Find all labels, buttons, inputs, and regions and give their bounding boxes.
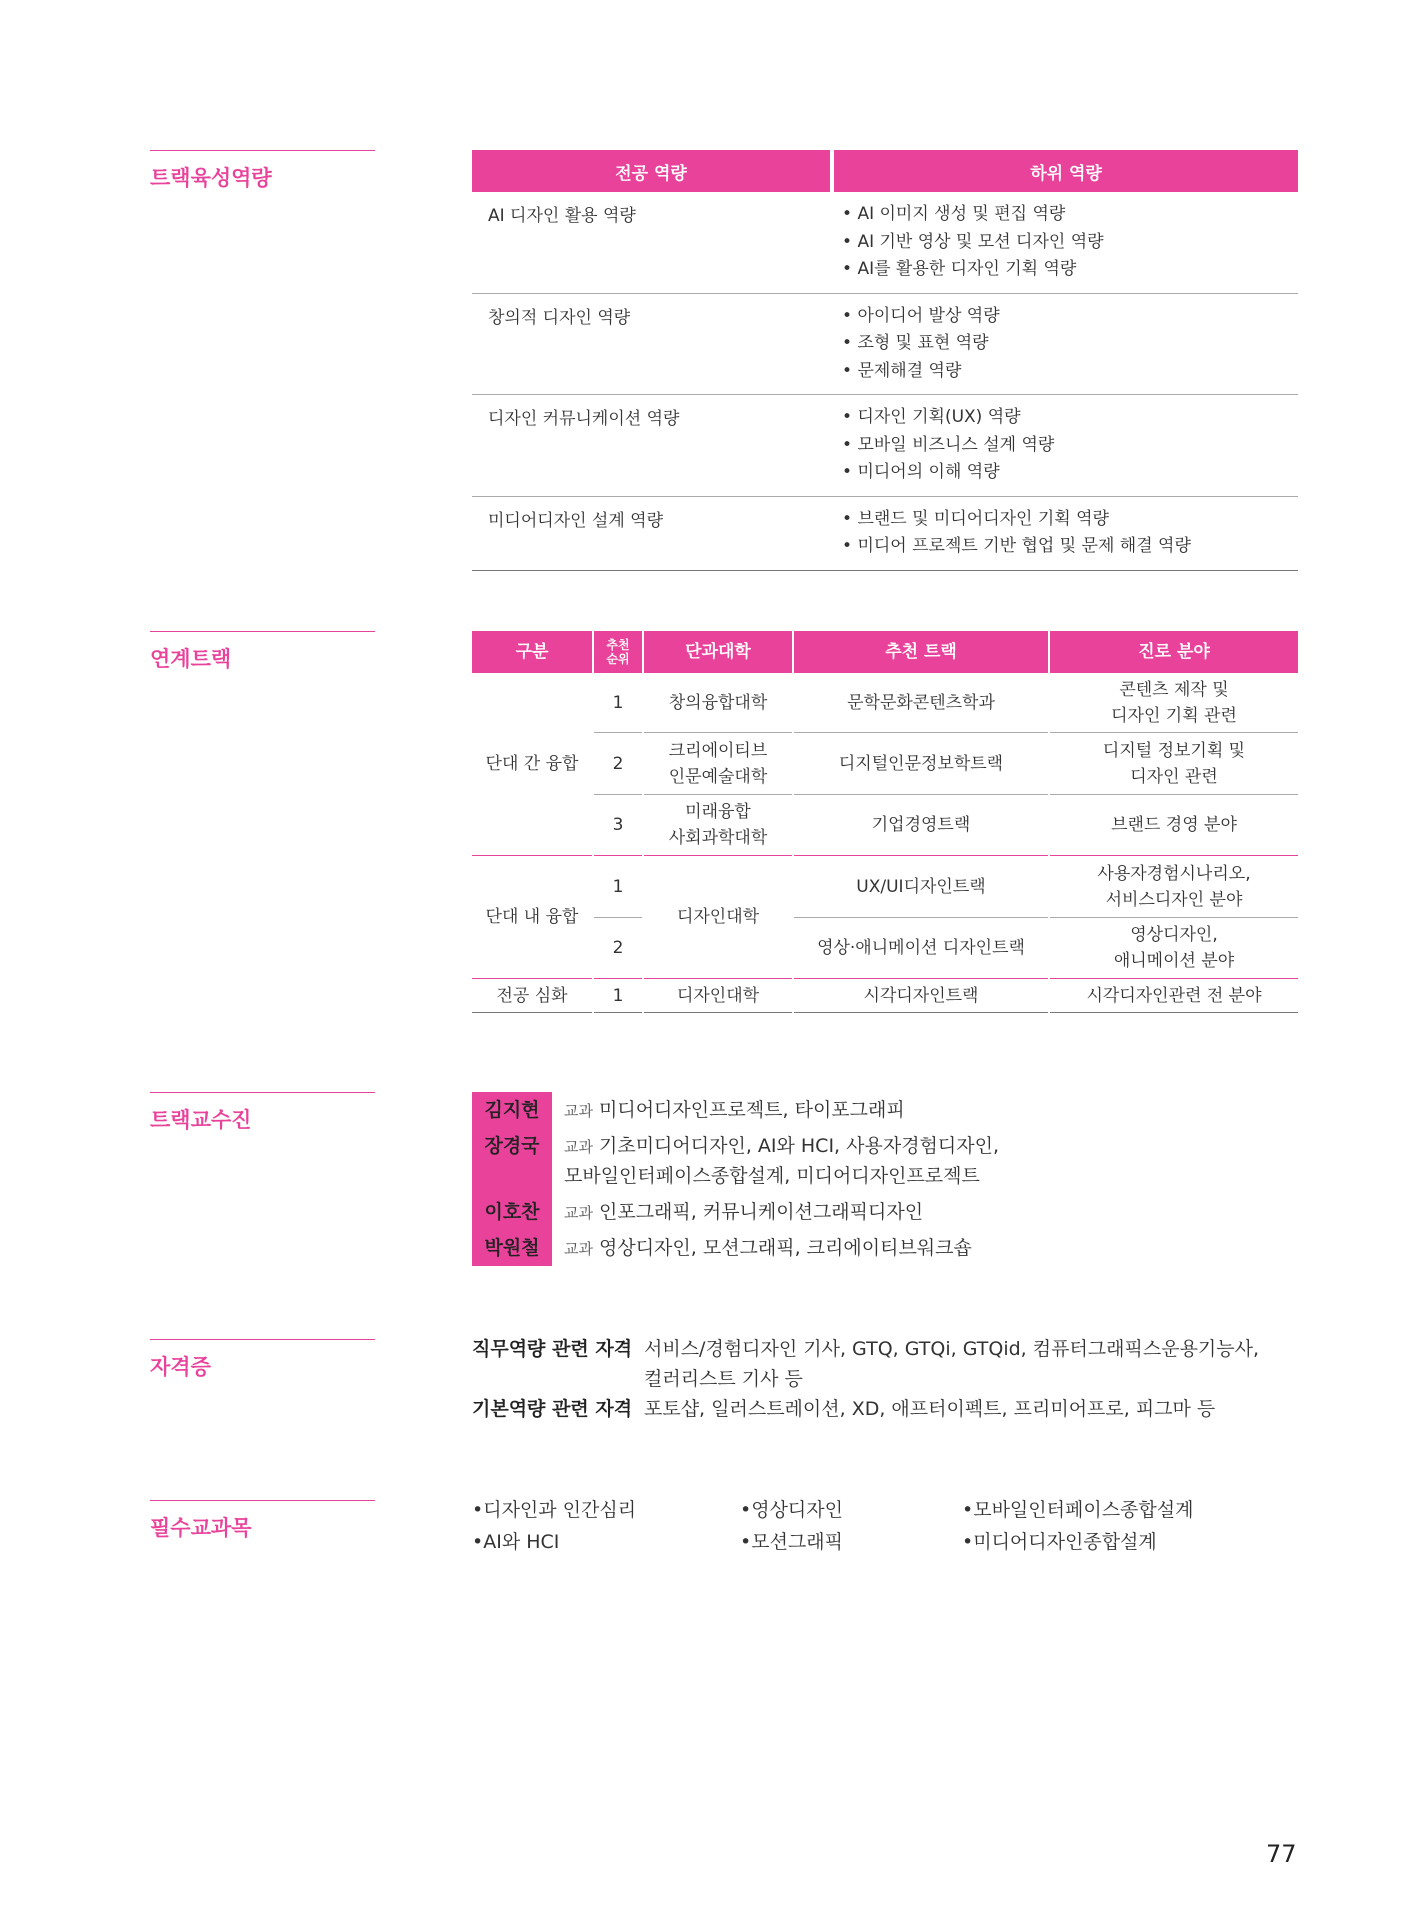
career-cell: 시각디자인관련 전 분야 [1050,979,1298,1013]
section-label-required-courses: 필수교과목 [150,1500,375,1541]
major-competency: 미디어디자인 설계 역량 [488,510,664,531]
table-row [472,497,1298,571]
course-line: 영상디자인, 모션그래픽, 크리에이티브워크숍 [598,1237,972,1259]
career-cell: 브랜드 경영 분야 [1050,795,1298,856]
table-row [472,395,1298,497]
list-item: • 미디어디자인종합설계 [962,1526,1193,1558]
header-category: 구분 [472,631,592,673]
competency-table [472,150,1298,571]
major-competency: 창의적 디자인 역량 [488,307,631,328]
course-tag: 교과 [564,1102,593,1120]
category-inter-college: 단대 간 융합 [472,673,592,856]
page-number: 77 [1266,1840,1297,1868]
certificate-line: 서비스/경험디자인 기사, GTQ, GTQi, GTQid, 컴퓨터그래픽스운용기능사, [644,1338,1260,1360]
professor-name: 장경국 [472,1128,552,1194]
certificate-label: 기본역량 관련 자격 [472,1398,633,1420]
list-item: • 모바일인터페이스종합설계 [962,1494,1193,1526]
list-item: • 디자인과 인간심리 [472,1494,636,1526]
list-item [472,1092,999,1128]
career-cell [1050,856,1298,918]
rank-cell: 1 [594,856,642,918]
college-cell [644,795,792,856]
category-major-deepening: 전공 심화 [472,979,592,1013]
section-label-linked-track: 연계트랙 [150,631,375,672]
career-line: 콘텐츠 제작 및 [1119,679,1229,700]
category-intra-college: 단대 내 융합 [472,856,592,979]
career-cell [1050,673,1298,733]
college-cell: 디자인대학 [644,979,792,1013]
track-cell: 기업경영트랙 [794,795,1048,856]
college-cell [644,733,792,795]
section-label-competency: 트랙육성역량 [150,150,375,191]
course-line: 인포그래픽, 커뮤니케이션그래픽디자인 [598,1201,924,1223]
list-item: • 모션그래픽 [740,1526,843,1558]
certificate-list [472,1334,1284,1424]
section-label-professors: 트랙교수진 [150,1092,375,1133]
list-item: • AI를 활용한 디자인 기획 역량 [842,256,1290,284]
career-line: 디지털 정보기획 및 [1102,740,1246,761]
header-sub-competency: 하위 역량 [834,150,1298,192]
rank-cell: 3 [594,795,642,856]
list-item: • 미디어의 이해 역량 [842,459,1290,487]
header-college: 단과대학 [644,631,792,673]
professor-list [472,1092,999,1266]
sub-competency-list [834,497,1298,570]
college-line: 사회과학대학 [668,828,768,848]
rank-cell: 1 [594,979,642,1013]
course-column [962,1494,1193,1558]
list-item: • 디자인 기획(UX) 역량 [842,404,1290,432]
list-item: • 브랜드 및 미디어디자인 기획 역량 [842,506,1290,534]
professor-courses [552,1128,999,1191]
table-row [472,294,1298,396]
header-rank [594,631,642,673]
career-line: 영상디자인, [1130,925,1218,945]
certificate-line: 포토샵, 일러스트레이션, XD, 애프터이펙트, 프리미어프로, 피그마 등 [644,1398,1216,1420]
linked-track-table [472,631,1298,1013]
section-label-certificates: 자격증 [150,1339,375,1380]
certificate-value [644,1334,1284,1394]
header-track: 추천 트랙 [794,631,1048,673]
track-cell: UX/UI디자인트랙 [794,856,1048,918]
major-competency: AI 디자인 활용 역량 [488,206,636,226]
course-line: 모바일인터페이스종합설계, 미디어디자인프로젝트 [564,1165,980,1187]
header-career: 진로 분야 [1050,631,1298,673]
professor-courses [552,1194,923,1228]
college-cell: 디자인대학 [644,856,792,979]
professor-name: 박원철 [472,1230,552,1266]
college-cell: 창의융합대학 [644,673,792,733]
list-item [472,1128,999,1194]
college-line: 인문예술대학 [668,766,768,787]
list-item: • AI 이미지 생성 및 편집 역량 [842,201,1290,229]
list-item: • AI와 HCI [472,1526,636,1558]
track-cell: 문학문화콘텐츠학과 [794,673,1048,733]
list-item [472,1394,1284,1424]
certificate-label: 직무역량 관련 자격 [472,1338,633,1360]
sub-competency-list [834,294,1298,395]
career-cell [1050,918,1298,979]
header-major-competency: 전공 역량 [472,150,830,192]
course-tag: 교과 [564,1240,593,1258]
list-item: • 문제해결 역량 [842,358,1290,386]
professor-courses [552,1230,972,1264]
list-item [472,1194,999,1230]
list-item: • AI 기반 영상 및 모션 디자인 역량 [842,229,1290,257]
professor-courses [552,1092,905,1126]
list-item: • 모바일 비즈니스 설계 역량 [842,432,1290,460]
list-item: • 조형 및 표현 역량 [842,330,1290,358]
competency-table-header [472,150,1298,192]
list-item: • 영상디자인 [740,1494,843,1526]
sub-competency-list [834,192,1298,293]
career-line: 사용자경험시나리오, [1097,863,1251,884]
professor-name: 김지현 [472,1092,552,1128]
course-line: 기초미디어디자인, AI와 HCI, 사용자경험디자인, [598,1135,999,1157]
rank-cell: 2 [594,733,642,795]
track-cell: 디지털인문정보학트랙 [794,733,1048,795]
career-cell [1050,733,1298,795]
rank-cell: 2 [594,918,642,979]
career-line: 디자인 관련 [1130,766,1218,787]
list-item [472,1230,999,1266]
course-column [472,1494,636,1558]
career-line: 디자인 기획 관련 [1111,705,1237,726]
certificate-value [644,1394,1284,1424]
career-line: 서비스디자인 분야 [1105,889,1243,910]
major-competency: 디자인 커뮤니케이션 역량 [488,409,680,429]
list-item: • 미디어 프로젝트 기반 협업 및 문제 해결 역량 [842,533,1290,561]
course-column [740,1494,843,1558]
course-tag: 교과 [564,1138,593,1156]
college-line: 미래융합 [685,802,751,822]
list-item: • 아이디어 발상 역량 [842,303,1290,331]
list-item [472,1334,1284,1394]
course-line: 미디어디자인프로젝트, 타이포그래피 [598,1099,905,1121]
table-row [472,192,1298,294]
track-cell: 영상·애니메이션 디자인트랙 [794,918,1048,979]
professor-name: 이호찬 [472,1194,552,1230]
certificate-line: 컬러리스트 기사 등 [644,1368,803,1390]
rank-cell: 1 [594,673,642,733]
college-line: 크리에이티브 [668,740,768,761]
sub-competency-list [834,395,1298,496]
header-rank-line-1: 추천 [606,638,630,652]
career-line: 애니메이션 분야 [1113,951,1235,971]
course-tag: 교과 [564,1204,593,1222]
track-cell: 시각디자인트랙 [794,979,1048,1013]
header-rank-line-2: 순위 [606,652,630,666]
